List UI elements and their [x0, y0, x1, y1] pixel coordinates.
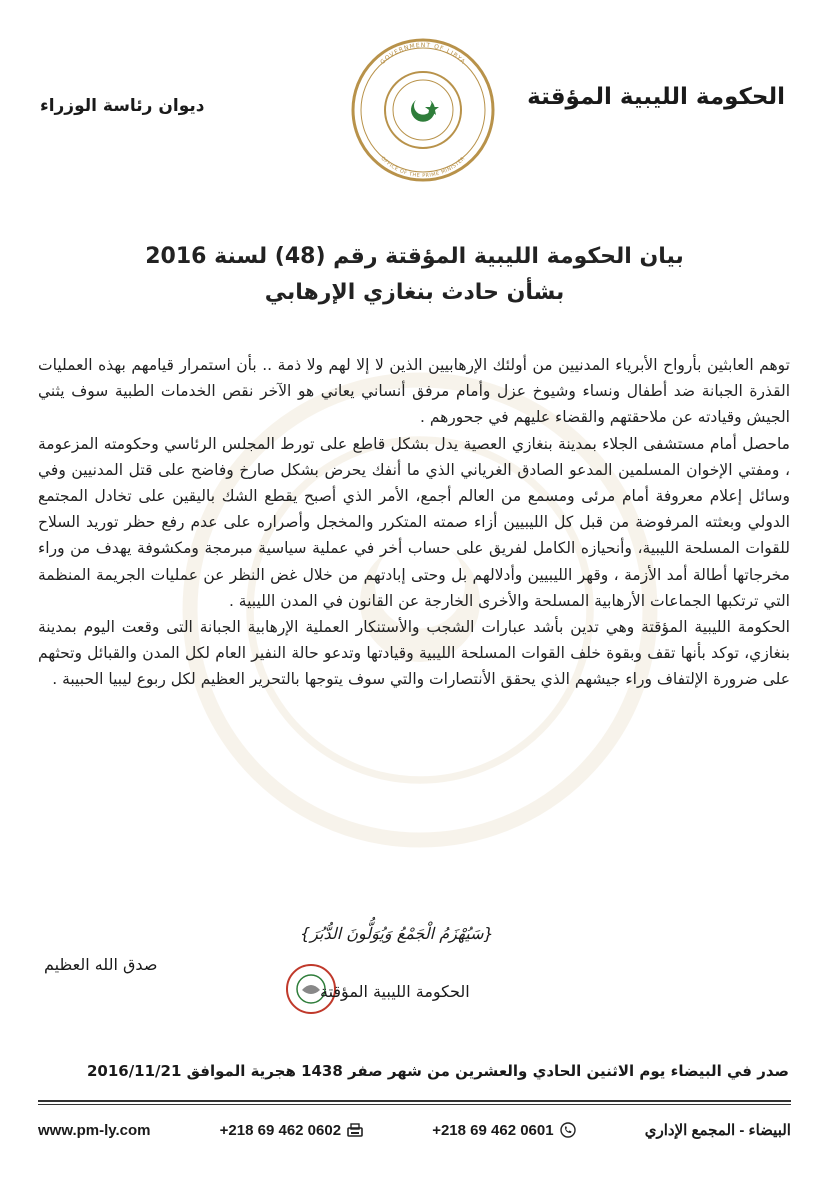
signature: الحكومة الليبية المؤقتة: [320, 982, 470, 1001]
website-link[interactable]: [38, 1122, 151, 1139]
phone-icon: [560, 1122, 576, 1138]
statement-title: بيان الحكومة الليبية المؤقتة رقم (48) لسنة 2016: [145, 244, 684, 269]
footer-divider: [38, 1100, 791, 1102]
address-text: البيضاء - المجمع الإداري: [644, 1122, 791, 1139]
office-name: ديوان رئاسة الوزراء: [40, 96, 205, 116]
fax-number: [220, 1122, 363, 1139]
statement-body: [38, 352, 790, 693]
svg-text:OFFICE OF THE PRIME MINISTER: [379, 156, 466, 179]
paragraph-2: ماحصل أمام مستشفى الجلاء بمدينة بنغازي العصية يدل بشكل قاطع على تورط المجلس الرئاسي وحكومته المزعومة ، ومفتي الإخوان المسلمين المدعو الصادق الغرياني الذي ما أنفك يحرض بشكل صارخ وفاضح على قتل المدنيين وفي وسائل إعلام معروفة أمام مرئى ومسمع من العالم أجمع، الأمر الذي أصبح يقطع الشك باليقين على تخادل المجتمع الدولي وبعثته المرفوضة من قبل كل الليبيين أزاء صمته المتكرر والمخجل وأصراره على عدم رفع حظر توريد السلاح للقوات المسلحة الليبية، وأنحيازه الكامل لفريق على حساب أخر في عملية سياسية مبرمجة ومكشوفة يهدف من وراء مخرجاتها أطالة أمد الأزمة ، وقهر الليبيين وأدلالهم بل وحتى إبادتهم من خلال غض النظر عن عمليات الجريمة المنظمة التي ترتكبها الجماعات الأرهابية المسلحة والأخرى الخارجة عن القانون في المدن الليبية .: [38, 434, 790, 610]
emblem-bottom-text: OFFICE OF THE PRIME MINISTER: [379, 155, 467, 180]
government-name: الحكومة الليبية المؤقتة: [527, 84, 785, 110]
address: [645, 1121, 791, 1139]
issue-date: صدر في البيضاء يوم الاثنين الحادي والعشرين من شهر صفر 1438 هجرية الموافق 2016/11/21: [86, 1062, 789, 1080]
phone-number: [432, 1122, 575, 1139]
statement-subtitle: بشأن حادث بنغازي الإرهابي: [264, 280, 565, 305]
paragraph-3: الحكومة الليبية المؤقتة وهي تدين بأشد عبارات الشجب والأستنكار العملية الإرهابية الجبانة التى وقعت اليوم بمدينة بنغازي، توكد بأنها تقف وبقوة خلف القوات المسلحة الليبية وقيادتها وتدعو حالة النفير العام لكل المدن والقبائل وتحثهم على ضرورة الإلتفاف وراء جيشهم الذي يحقق الأنتصارات والتي سوف يتوجها بالتحرير العظيم لكل ربوع ليبيا الحبيبة .: [38, 618, 790, 689]
footer-divider-thin: [38, 1104, 791, 1105]
government-emblem-icon: [348, 20, 498, 210]
fax-text: +218 69 462 0602: [219, 1121, 342, 1139]
fax-icon: [347, 1122, 363, 1138]
sadaq-allah: صدق الله العظيم: [44, 955, 158, 974]
paragraph-1: توهم العابثين بأرواح الأبرياء المدنيين من أولئك الإرهابيين الذين لا إلا لهم ولا ذمة .. بأن استمرار قيامهم بهذه العمليات القذرة الجبانة ضد أطفال ونساء وشيوخ عزل وأمام مرفق أنساني يعاني هو الآخر نقص الخدمات الطبية سوف يثني الجيش وقيادته عن ملاحقتهم والقضاء عليهم في جحورهم .: [38, 356, 790, 427]
website-text: www.pm-ly.com: [38, 1121, 151, 1139]
quran-verse: {سَيُهْزَمُ الْجَمْعُ وَيُوَلُّونَ الدُّبُرَ}: [300, 924, 494, 943]
phone-text: +218 69 462 0601: [432, 1121, 554, 1139]
footer: [38, 1116, 791, 1144]
emblem-top-text: GOVERNMENT OF LIBYA: [379, 41, 467, 66]
